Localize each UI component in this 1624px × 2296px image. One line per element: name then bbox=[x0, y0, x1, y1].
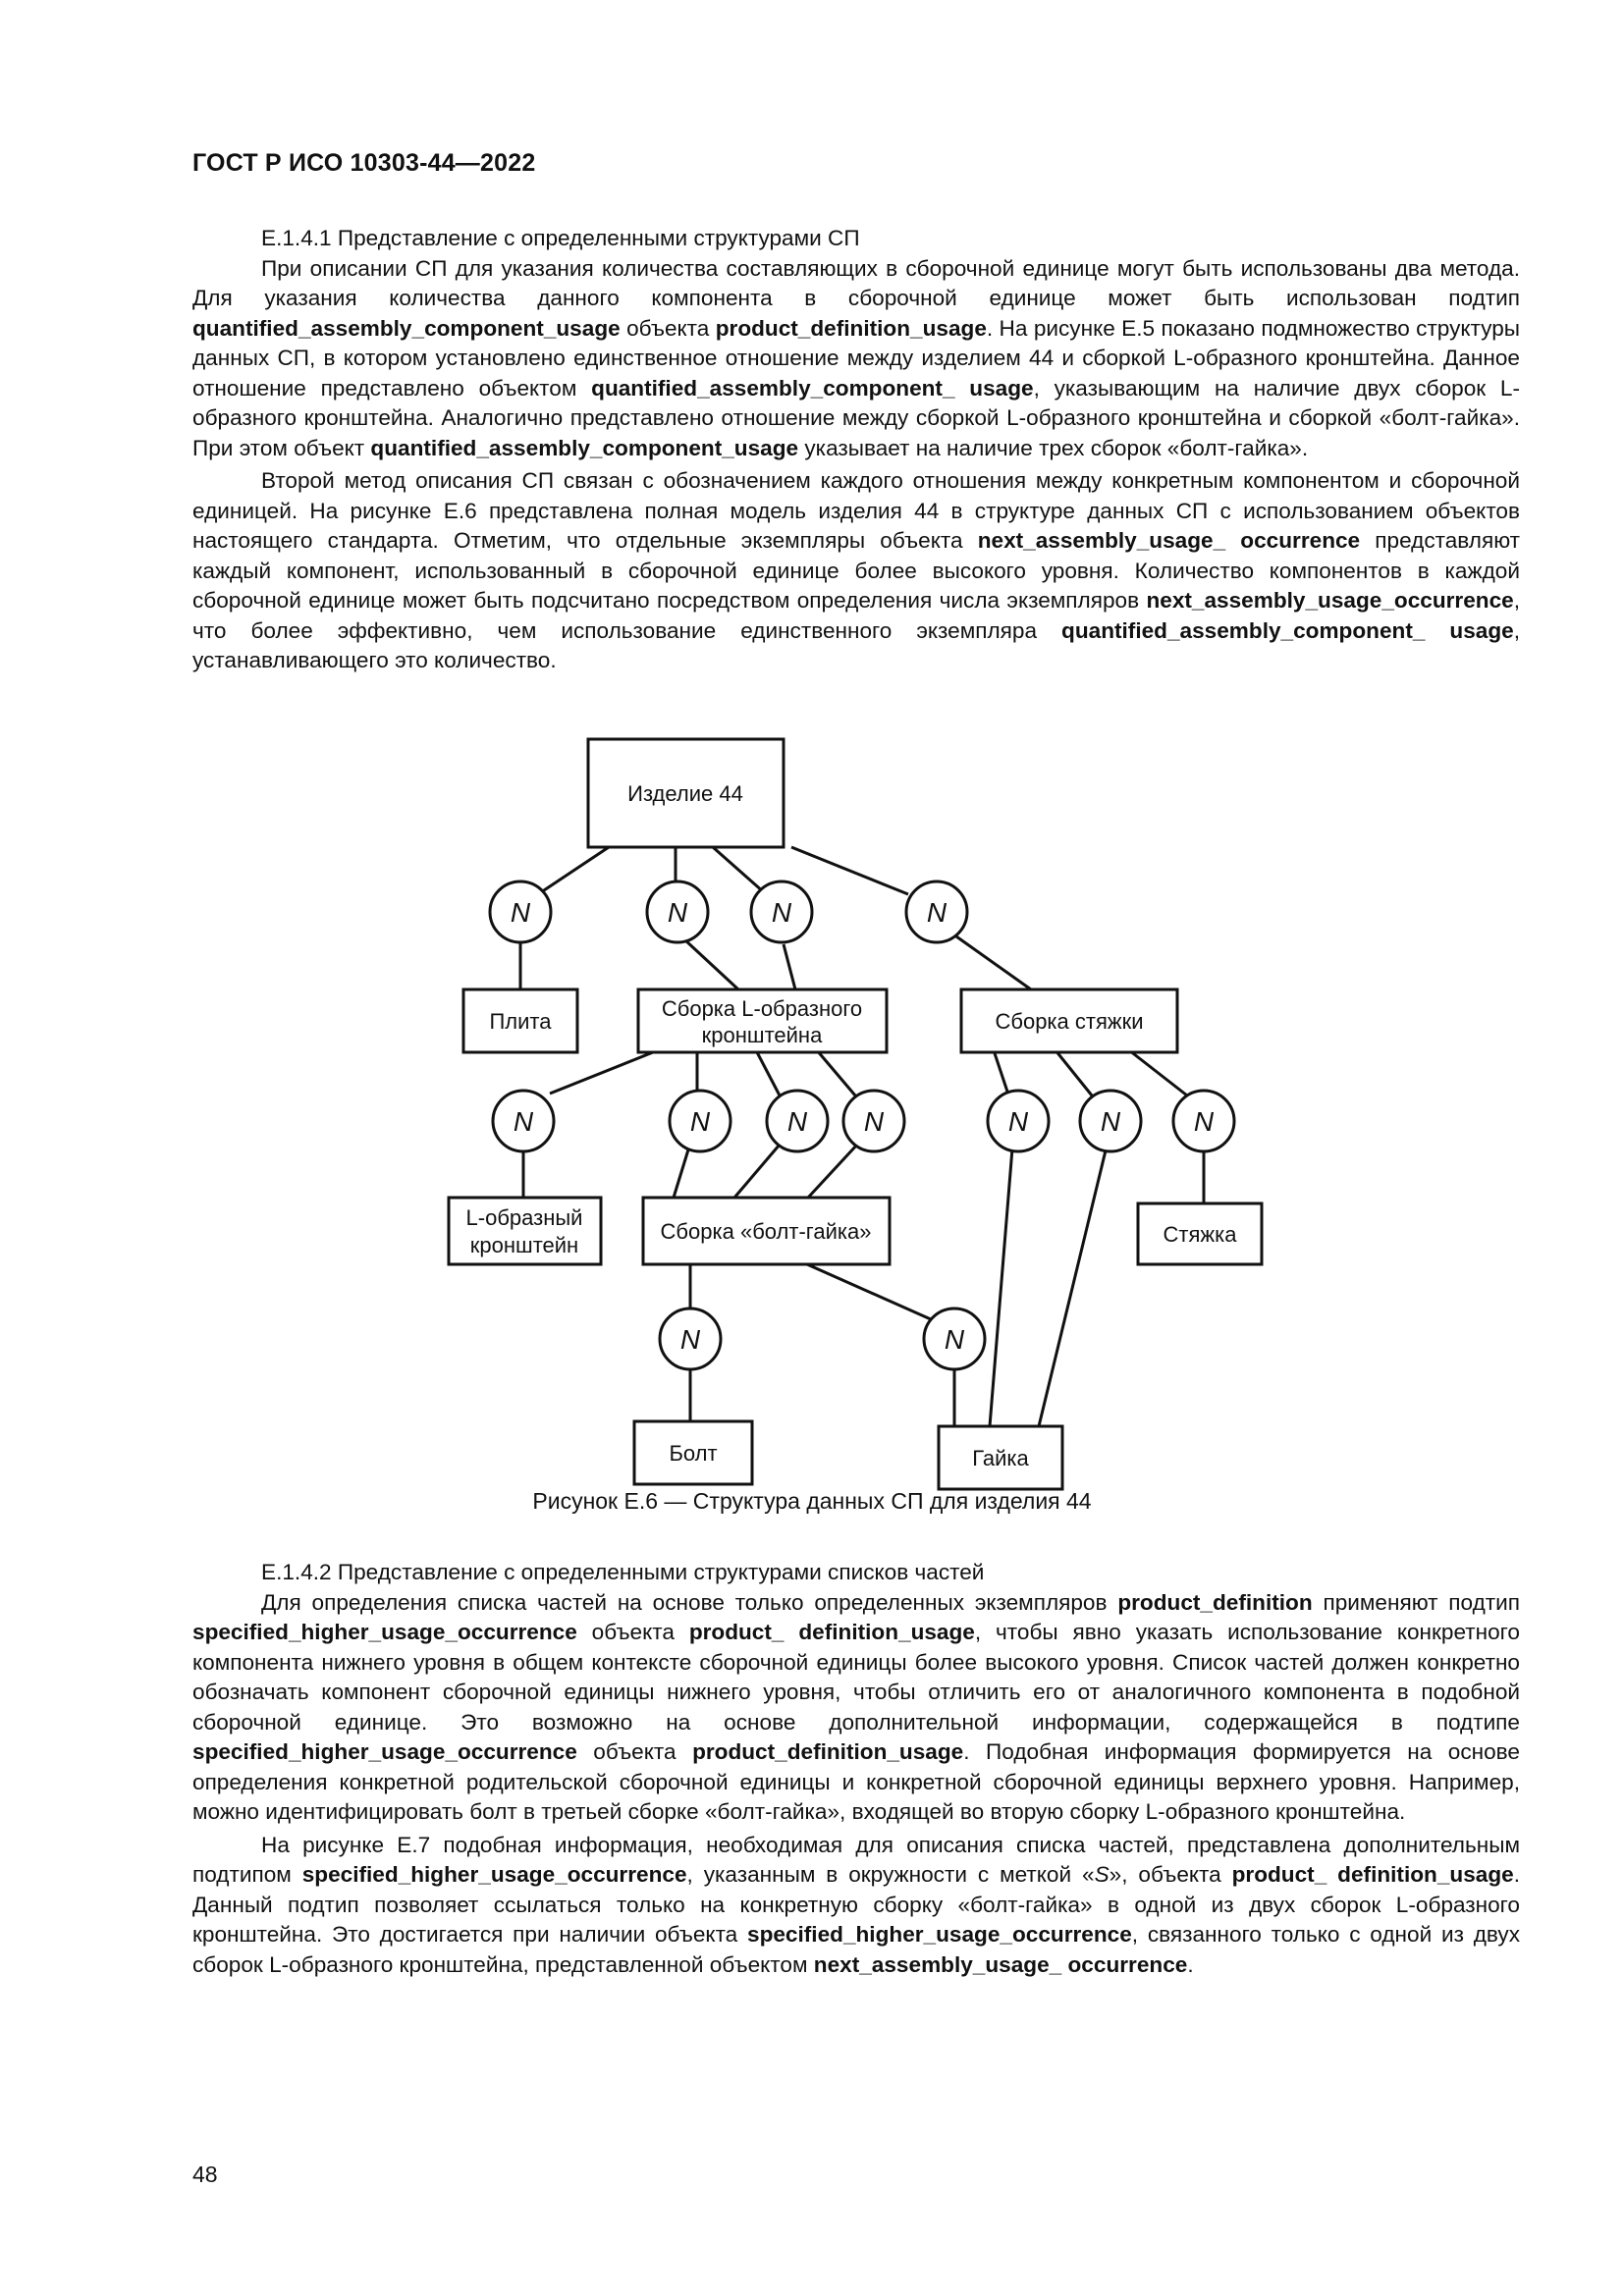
node-label: N bbox=[1193, 1106, 1215, 1137]
object-name: quantified_assembly_component_ usage bbox=[591, 375, 1034, 400]
text-run: . На рисунке Е.5 показано подмножество структуры данных СП, в котором установлено единственное отношение между изделием 44 и сборкой L-образного кронштейна. Данное отношение представлено объектом bbox=[192, 315, 1521, 400]
object-name: next_assembly_usage_occurrence bbox=[1146, 588, 1514, 613]
diagram-usage-nodes bbox=[490, 881, 1234, 1369]
node-label: N bbox=[1100, 1106, 1121, 1137]
label-lbracket-line1: L-образный bbox=[465, 1205, 583, 1230]
text-run: . Данный подтип позволяет ссылаться только на конкретную сборку «болт-гайка» в одной из двух сборок L-образного кронштейна. Это достигается при наличии объекта bbox=[192, 1862, 1520, 1947]
node-label: N bbox=[786, 1106, 808, 1137]
text-run: , устанавливающего это количество. bbox=[192, 617, 1521, 672]
section-heading: Е.1.4.2 Представление с определенными структурами списков частей bbox=[261, 1560, 985, 1584]
text-run: , чтобы явно указать использование конкретного компонента нижнего уровня в общем контексте сборочной единицы более высокого уровня. Список частей должен конкретно обозначать компонент сборочной единицы нижнего уровня, чтобы отличить его от аналогичного компонента в подобной сборочной единице. Это возможно на основе дополнительной информации, содержащейся в подтипе bbox=[192, 1620, 1520, 1735]
label-product44: Изделие 44 bbox=[627, 781, 743, 806]
object-name: specified_higher_usage_occurrence bbox=[301, 1862, 687, 1887]
text-run: применяют подтип bbox=[1312, 1589, 1520, 1615]
label-lbracket-line2: кронштейн bbox=[469, 1233, 579, 1257]
object-name: quantified_assembly_component_usage bbox=[370, 435, 799, 460]
text-run: , что более эффективно, чем использование единственного экземпляра bbox=[192, 588, 1520, 643]
standard-header: ГОСТ Р ИСО 10303-44—2022 bbox=[192, 149, 536, 177]
text-run: Для определения списка частей на основе только определенных экземпляров bbox=[261, 1589, 1118, 1615]
text-run: указывает на наличие трех сборок «болт-гайка». bbox=[798, 435, 1309, 460]
object-name: quantified_assembly_component_ usage bbox=[1061, 617, 1514, 643]
text-run: , указанным в окружности с меткой « bbox=[686, 1862, 1095, 1887]
node-label: N bbox=[771, 897, 792, 928]
node-label: N bbox=[513, 1106, 534, 1137]
label-tie: Стяжка bbox=[1163, 1222, 1237, 1247]
figure-caption: Рисунок Е.6 — Структура данных СП для изделия 44 bbox=[532, 1488, 1092, 1514]
text-run: . Подобная информация формируется на основе определения конкретной родительской сборочной единицы и конкретной сборочной единицы верхнего уровня. Например, можно идентифицировать болт в третьей сборке «болт-гайка», входящей во вторую сборку L-образного кронштейна. bbox=[192, 1739, 1520, 1824]
label-nut: Гайка bbox=[972, 1446, 1029, 1470]
object-name: product_definition_usage bbox=[692, 1739, 964, 1764]
node-label: N bbox=[926, 897, 947, 928]
node-label: N bbox=[863, 1106, 885, 1137]
text-run: объекта bbox=[576, 1739, 693, 1764]
object-name: product_ definition_usage bbox=[688, 1620, 975, 1644]
text-run: представляют каждый компонент, использованный в сборочной единице более высокого уровня. Количество компонентов в каждой сборочной единице может быть подсчитано посредством определения числа экземпляров bbox=[192, 528, 1520, 613]
paragraph bbox=[192, 1831, 1520, 1981]
label-lbracket-assembly-line1: Сборка L-образного bbox=[661, 996, 863, 1021]
label-lbracket-assembly-line2: кронштейна bbox=[701, 1023, 823, 1047]
node-label: N bbox=[510, 897, 531, 928]
node-label: N bbox=[944, 1324, 965, 1355]
section-heading: Е.1.4.1 Представление с определенными структурами СП bbox=[261, 226, 860, 250]
label-tie-assembly: Сборка стяжки bbox=[995, 1009, 1144, 1034]
page-number: 48 bbox=[192, 2162, 218, 2187]
object-name: specified_higher_usage_occurrence bbox=[192, 1739, 577, 1764]
object-name: next_assembly_usage_ occurrence bbox=[977, 528, 1361, 553]
object-name: next_assembly_usage_ occurrence bbox=[813, 1951, 1188, 1977]
object-name: specified_higher_usage_occurrence bbox=[747, 1922, 1132, 1947]
node-label: N bbox=[667, 897, 688, 928]
object-name: product_definition bbox=[1117, 1589, 1313, 1615]
object-name: specified_higher_usage_occurrence bbox=[192, 1620, 577, 1644]
text-run: На рисунке Е.7 подобная информация, необходимая для описания списка частей, представлена дополнительным подтипом bbox=[192, 1832, 1520, 1887]
text-run: объекта bbox=[576, 1620, 689, 1644]
label-plate: Плита bbox=[489, 1009, 552, 1034]
text-run: », объекта bbox=[1109, 1862, 1232, 1887]
label-bolt: Болт bbox=[669, 1441, 718, 1466]
text-run: , указывающим на наличие двух сборок L-образного кронштейна. Аналогично представлено отношение между сборкой L-образного кронштейна и сборкой «болт-гайка». При этом объект bbox=[192, 375, 1520, 460]
node-label: N bbox=[1007, 1106, 1029, 1137]
node-label: N bbox=[689, 1106, 711, 1137]
label-letter: S bbox=[1094, 1862, 1110, 1887]
text-run: . bbox=[1187, 1951, 1194, 1977]
text-run: , связанного только с одной из двух сборок L-образного кронштейна, представленной объектом bbox=[192, 1922, 1520, 1977]
section-e142 bbox=[192, 1558, 1520, 1980]
text-run: Второй метод описания СП связан с обозначением каждого отношения между конкретным компонентом и сборочной единицей. На рисунке Е.6 представлена полная модель изделия 44 в структуре данных СП с использованием объектов настоящего стандарта. Отметим, что отдельные экземпляры объекта bbox=[192, 468, 1520, 553]
object-name: product_definition_usage bbox=[715, 315, 987, 341]
text-run: объекта bbox=[620, 315, 716, 341]
label-boltnut-assembly: Сборка «болт-гайка» bbox=[660, 1219, 872, 1244]
object-name: quantified_assembly_component_usage bbox=[192, 315, 621, 341]
paragraph bbox=[192, 1588, 1520, 1828]
node-label: N bbox=[679, 1324, 701, 1355]
object-name: product_ definition_usage bbox=[1231, 1862, 1514, 1887]
text-run: При описании СП для указания количества составляющих в сборочной единице могут быть использованы два метода. Для указания количества данного компонента в сборочной единице может быть использован подтип bbox=[192, 255, 1520, 310]
